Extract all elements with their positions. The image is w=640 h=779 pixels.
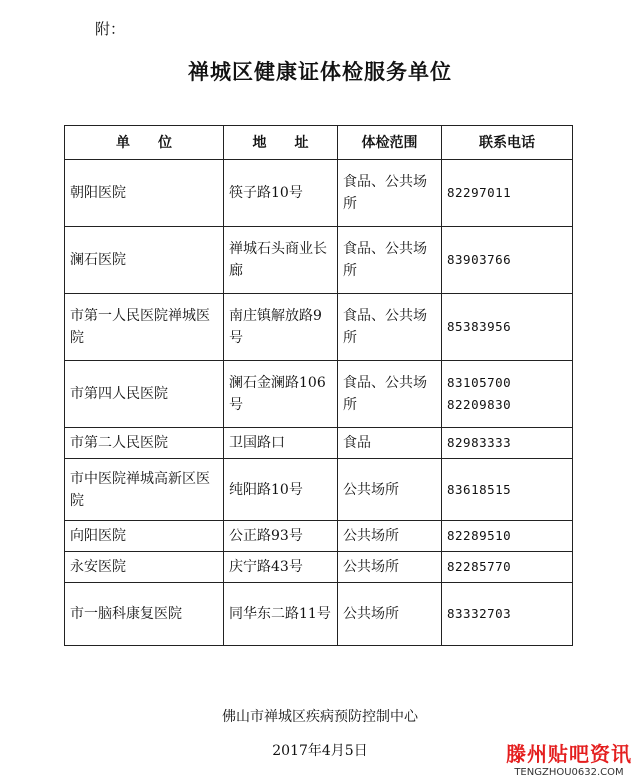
cell-unit: 市一脑科康复医院 [65, 583, 224, 646]
header-scope: 体检范围 [338, 126, 442, 160]
table-row [65, 459, 573, 521]
cell-address: 卫国路口 [224, 428, 338, 459]
table-row [65, 521, 573, 552]
table-row [65, 428, 573, 459]
watermark-title: 滕州贴吧资讯 [506, 742, 632, 766]
cell-scope: 食品、公共场所 [338, 294, 442, 361]
cell-unit: 市第四人民医院 [65, 361, 224, 428]
table-row [65, 160, 573, 227]
cell-address: 禅城石头商业长廊 [224, 227, 338, 294]
cell-unit: 永安医院 [65, 552, 224, 583]
cell-scope: 食品、公共场所 [338, 227, 442, 294]
cell-phone: 82285770 [442, 552, 573, 583]
cell-scope: 公共场所 [338, 552, 442, 583]
issuer-signature: 佛山市禅城区疾病预防控制中心 [222, 709, 418, 725]
appendix-label: 附： [95, 20, 126, 38]
watermark [506, 738, 632, 778]
cell-phone: 83332703 [442, 583, 573, 646]
cell-phone: 83903766 [442, 227, 573, 294]
table-header-row [65, 126, 573, 160]
cell-scope: 公共场所 [338, 459, 442, 521]
cell-address: 同华东二路11号 [224, 583, 338, 646]
cell-scope: 公共场所 [338, 583, 442, 646]
cell-address: 澜石金澜路106号 [224, 361, 338, 428]
header-phone: 联系电话 [442, 126, 573, 160]
issue-date: 2017年4月5日 [272, 743, 368, 759]
cell-unit: 市第二人民医院 [65, 428, 224, 459]
cell-address: 庆宁路43号 [224, 552, 338, 583]
table-row [65, 294, 573, 361]
cell-scope: 公共场所 [338, 521, 442, 552]
cell-address: 筷子路10号 [224, 160, 338, 227]
header-unit: 单 位 [65, 126, 224, 160]
cell-phone: 82289510 [442, 521, 573, 552]
cell-phone: 82297011 [442, 160, 573, 227]
cell-scope: 食品、公共场所 [338, 160, 442, 227]
cell-address: 公正路93号 [224, 521, 338, 552]
table-row [65, 227, 573, 294]
cell-unit: 市第一人民医院禅城医院 [65, 294, 224, 361]
page-title: 禅城区健康证体检服务单位 [188, 60, 452, 84]
cell-unit: 向阳医院 [65, 521, 224, 552]
service-units-table [64, 125, 573, 646]
table-row [65, 552, 573, 583]
cell-phone: 83618515 [442, 459, 573, 521]
header-address: 地 址 [224, 126, 338, 160]
cell-scope: 食品、公共场所 [338, 361, 442, 428]
watermark-url: TENGZHOU0632.COM [514, 767, 624, 778]
cell-address: 纯阳路10号 [224, 459, 338, 521]
table-row [65, 583, 573, 646]
cell-scope: 食品 [338, 428, 442, 459]
cell-phone: 85383956 [442, 294, 573, 361]
cell-unit: 朝阳医院 [65, 160, 224, 227]
cell-phone: 83105700 82209830 [442, 361, 573, 428]
cell-unit: 市中医院禅城高新区医院 [65, 459, 224, 521]
table-row [65, 361, 573, 428]
cell-unit: 澜石医院 [65, 227, 224, 294]
cell-phone: 82983333 [442, 428, 573, 459]
cell-address: 南庄镇解放路9号 [224, 294, 338, 361]
